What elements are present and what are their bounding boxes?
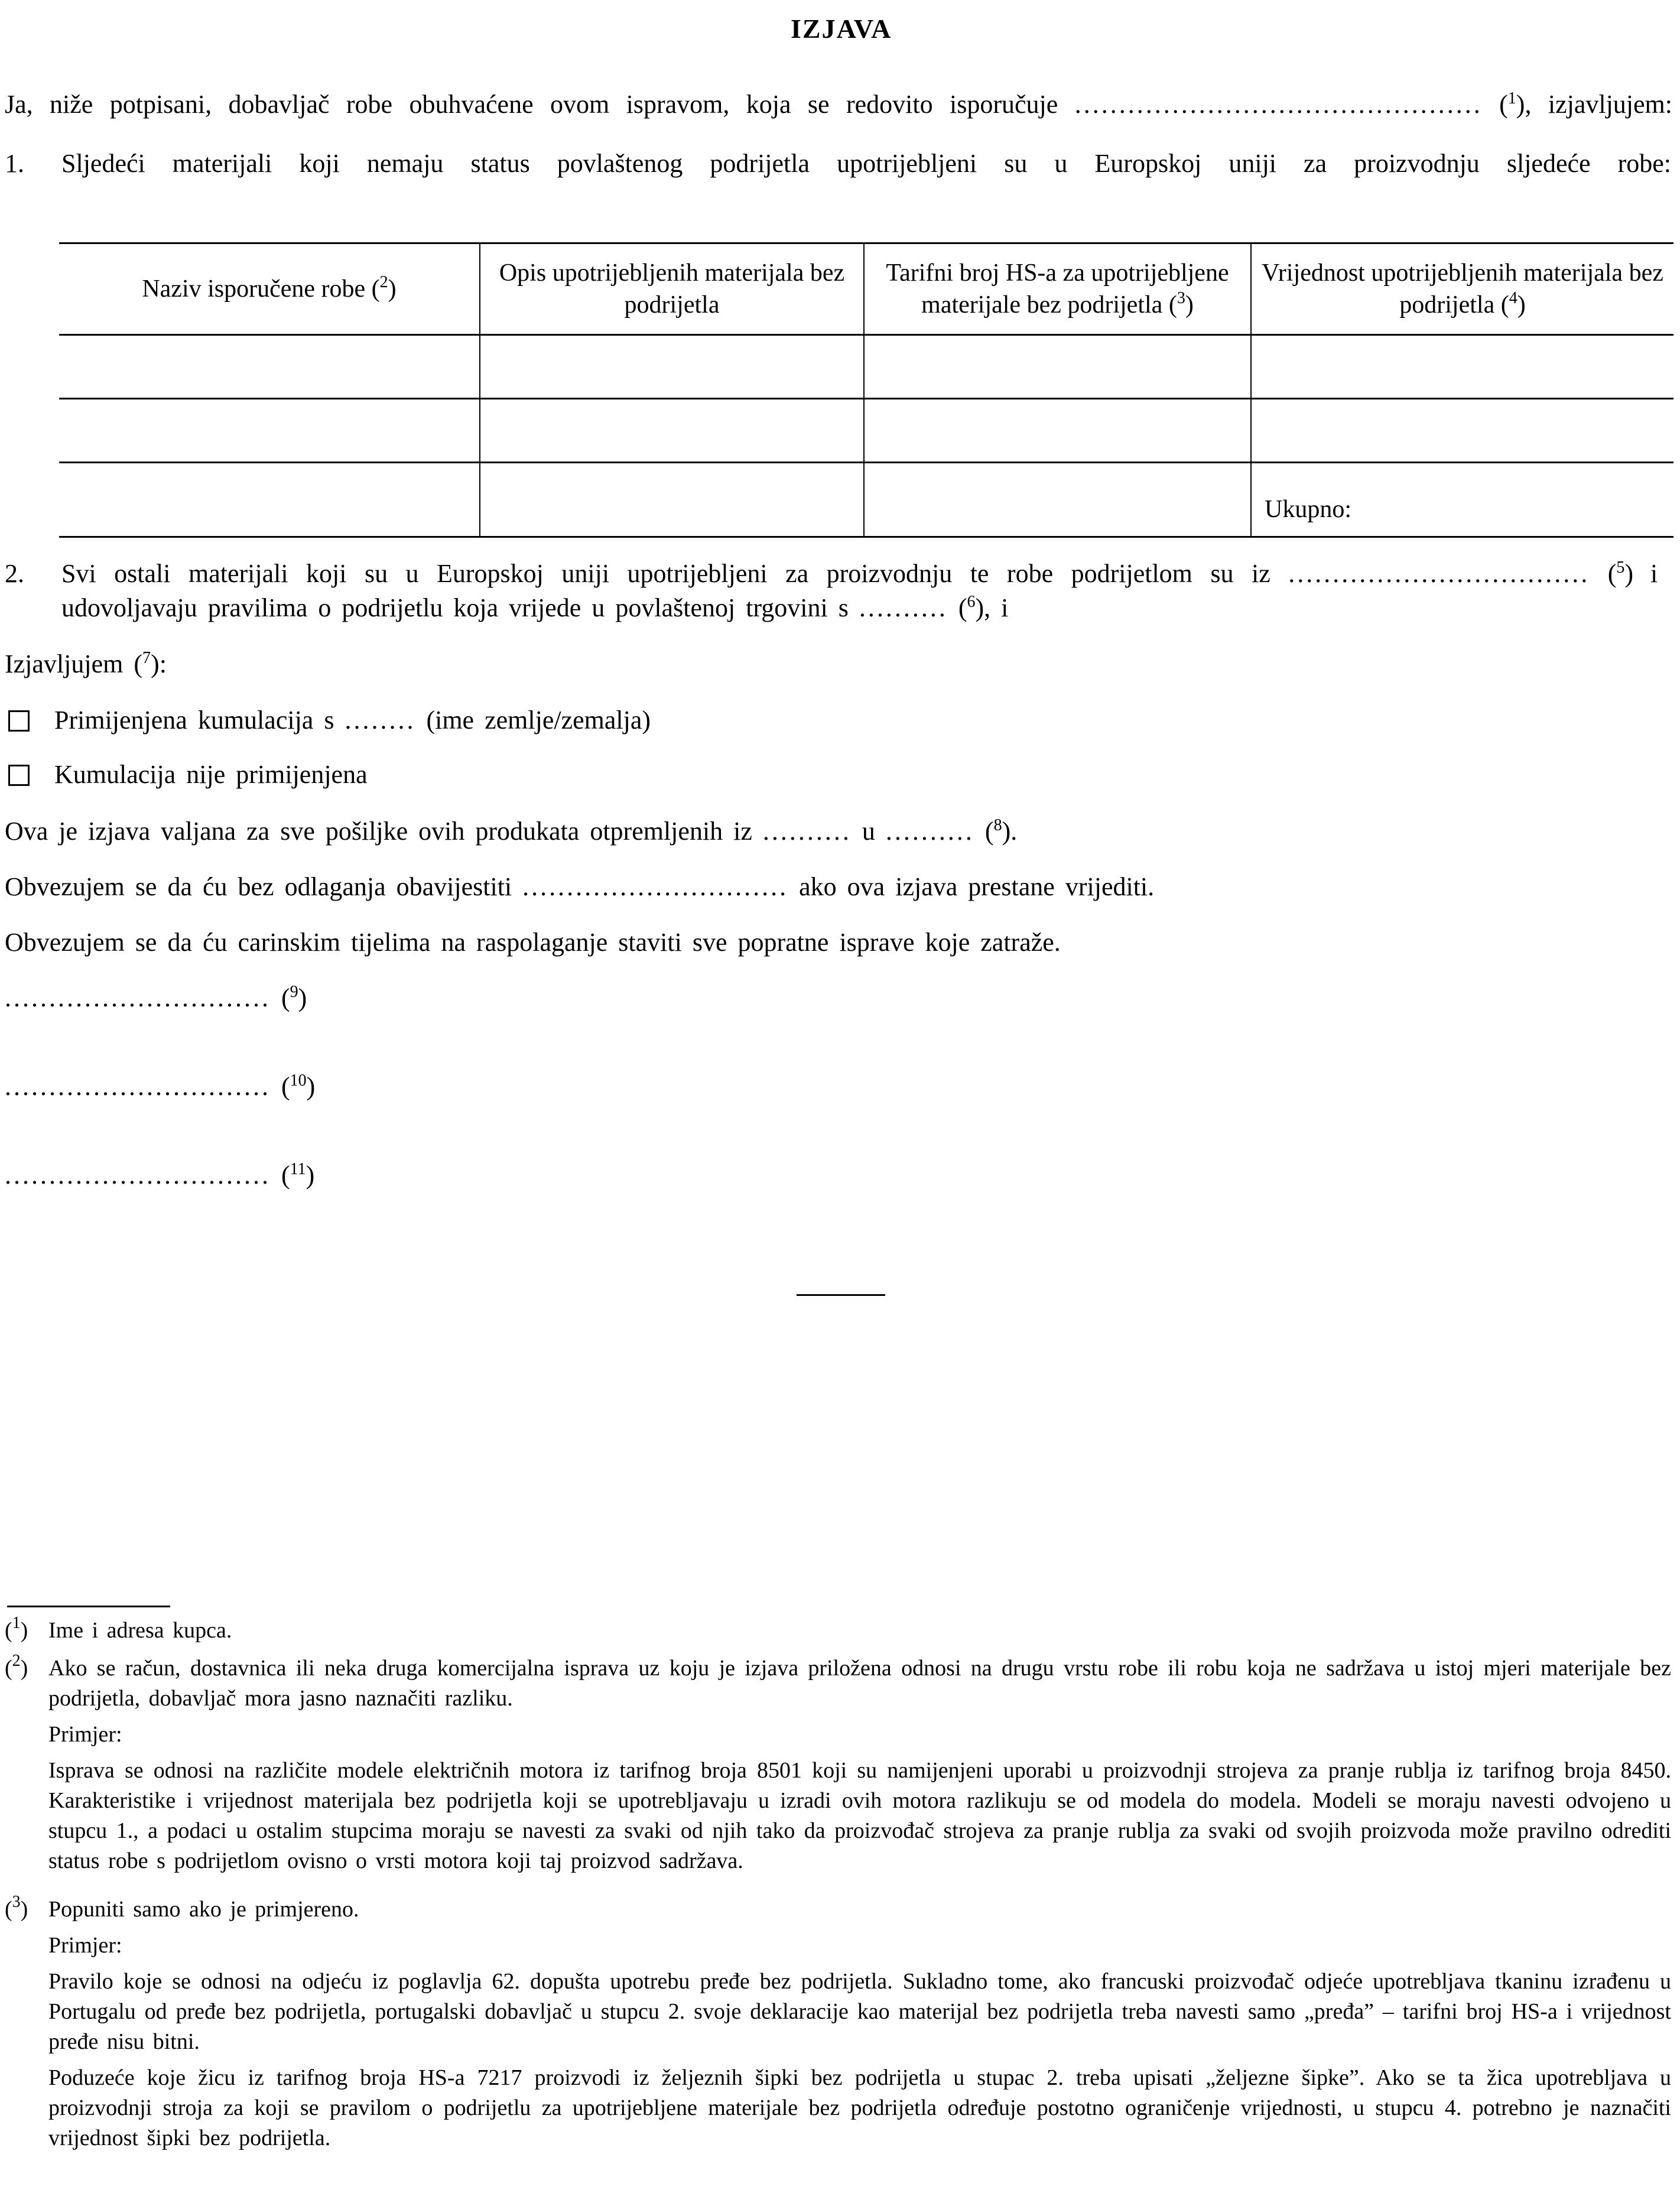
notify-line: Obvezujem se da ću bez odlaganja obavijestiti .............................. ako ova izjava prestane vrijediti. (5, 872, 1155, 901)
item-number: 2. (5, 559, 24, 588)
table-cell[interactable] (1251, 335, 1673, 399)
signature-line-place-date: .............................. ($^9$) (5, 983, 307, 1012)
footnote-ref[interactable]: 7 (142, 649, 151, 667)
signature-fill-field[interactable]: .............................. (5, 1072, 271, 1101)
total-cell[interactable] (1251, 463, 1673, 537)
cumulation-applied-option: Primijenjena kumulacija s ........ (ime zemlje/zemalja) (54, 706, 651, 735)
item-number: 1. (5, 149, 24, 178)
table-cell[interactable] (480, 335, 864, 399)
table-cell[interactable] (480, 399, 864, 463)
footnote-separator (7, 1606, 170, 1607)
footnote-1: Ime i adresa kupca. (48, 1618, 232, 1643)
table-cell[interactable] (59, 335, 480, 399)
cumulation-not-applied-checkbox[interactable] (8, 765, 30, 786)
item2-line1: Svi ostali materijali koji su u Europskoj uniji upotrijebljeni za proizvodnju te robe podrijetlom su iz .................................. ($^5$) (61, 558, 1634, 588)
column-header-materials-value: Vrijednost upotrijebljenih materijala bez podrijetla ($^4$) (1251, 243, 1673, 335)
signature-fill-field[interactable]: .............................. (5, 983, 271, 1012)
item2-line2: udovoljavaju pravilima o podrijetlu koja vrijede u povlaštenoj trgovini s .......... ($^6$), i (61, 593, 1009, 622)
section-divider (797, 1294, 885, 1296)
footnote-ref[interactable]: 1 (1507, 89, 1516, 108)
period-to-fill-field[interactable]: .......... (885, 817, 974, 846)
cumulation-applied-checkbox[interactable] (8, 710, 30, 732)
signature-line-signature: .............................. ($^{11}$) (5, 1160, 315, 1190)
buyer-fill-field[interactable]: .............................................. (1074, 90, 1483, 119)
notify-party-fill-field[interactable]: .............................. (522, 872, 789, 901)
trade-partner-fill-field[interactable]: .......... (859, 593, 948, 622)
column-header-hs-heading: Tarifni broj HS-a za upotrijebljene materijale bez podrijetla ($^3$) (864, 243, 1251, 335)
signature-line-name: .............................. ($^{10}$) (5, 1071, 316, 1101)
column-header-materials-description: Opis upotrijebljenih materijala bez podrijetla (480, 243, 864, 335)
footnote-ref[interactable]: 5 (1616, 558, 1625, 577)
footnote-ref[interactable]: 8 (993, 816, 1002, 834)
total-label: Ukupno: (1265, 496, 1351, 523)
table-cell[interactable] (59, 399, 480, 463)
footnote-marker: ($^2$) (5, 1652, 28, 1681)
declare-line: Izjavljujem ($^7$): (5, 649, 167, 678)
footnote-ref[interactable]: 10 (290, 1071, 307, 1090)
intro-line: Ja, niže potpisani, dobavljač robe obuhvaćene ovom ispravom, koja se redovito isporučuje .............................................. ($^1$), izjavljujem: (5, 89, 1672, 119)
intro-text: Ja, niže potpisani, dobavljač robe obuhvaćene ovom ispravom, koja se redovito isporučuje (5, 90, 1058, 119)
intro-tail: , izjavljujem: (1525, 90, 1672, 119)
table-row (59, 463, 1673, 537)
table-row (59, 335, 1673, 399)
table-cell[interactable] (864, 335, 1251, 399)
footnote-3: Popuniti samo ako je primjereno. Primjer: Pravilo koje se odnosi na odjeću iz poglavlja 62. dopušta upotrebu pređe bez podrijetla. Sukladno tome, ako francuski proizvođač odjeće upotrebljava tkaninu izrađenu u Portugalu od pređe bez podrijetla, portugalski dobavljač u stupcu 2. svoje deklaracije kao materijal bez podrijetla treba navesti samo „pređa” – tarifni broj HS-a i vrijednost pređe nisu bitni. Poduzeće koje žicu iz tarifnog broja HS-a 7217 proizvodi iz željeznih šipki bez podrijetla u stupac 2. treba upisati „željezne šipke”. Ako se ta žica upotrebljava u proizvodnji stroja za koji se pravilom o podrijetlu za upotrijebljene materijale bez podrijetla određuje postotno ograničenje vrijednosti, u stupcu 4. potrebno je naznačiti vrijednost šipki bez podrijetla. (48, 1897, 1671, 2150)
table-cell[interactable] (480, 463, 864, 537)
column-header-goods-name: Naziv isporučene robe ($^2$) (59, 243, 480, 335)
period-from-fill-field[interactable]: .......... (762, 817, 852, 846)
cumulation-not-applied-option: Kumulacija nije primijenjena (54, 760, 368, 789)
footnote-marker: ($^1$) (5, 1614, 28, 1643)
footnote-2: Ako se račun, dostavnica ili neka druga komercijalna isprava uz koju je izjava priložena odnosi na drugu vrstu robe ili robu koja ne sadržava u istoj mjeri materijale bez podrijetla, dobavljač mora jasno naznačiti razliku. Primjer: Isprava se odnosi na različite modele električnih motora iz tarifnog broja 8501 koji su namijenjeni uporabi u proizvodnji strojeva za pranje rublja iz tarifnog broja 8450. Karakteristike i vrijednost materijala bez podrijetla koji se upotrebljavaju u izradi ovih motora razlikuju se od modela do modela. Modeli se moraju navesti odvojeno u stupcu 1., a podaci u ostalim stupcima moraju se navesti za svaki od njih tako da proizvođač strojeva za pranje rublja za svaki od svojih proizvoda može pravilno odrediti status robe s podrijetlom ovisno o vrsti motora koji taj proizvod sadržava. (48, 1656, 1671, 1873)
item2-text: Svi ostali materijali koji su u Europskoj uniji upotrijebljeni za proizvodnju te robe podrijetlom su iz (61, 559, 1270, 588)
table-cell[interactable] (864, 463, 1251, 537)
materials-table (59, 242, 1673, 538)
document-title: IZJAVA (791, 14, 892, 44)
table-cell[interactable] (864, 399, 1251, 463)
table-row (59, 399, 1673, 463)
validity-line: Ova je izjava valjana za sve pošiljke ovih produkata otpremljenih iz .......... u .......... ($^8$). (5, 816, 1018, 846)
signature-fill-field[interactable]: .............................. (5, 1161, 271, 1190)
table-cell[interactable] (1251, 399, 1673, 463)
footnote-marker: ($^3$) (5, 1893, 28, 1922)
item2-text-cont: udovoljavaju pravilima o podrijetlu koja vrijede u povlaštenoj trgovini s (61, 593, 849, 622)
footnote-ref[interactable]: 11 (290, 1160, 306, 1178)
customs-line: Obvezujem se da ću carinskim tijelima na raspolaganje staviti sve popratne isprave koje zatraže. (5, 928, 1061, 957)
origin-fill-field[interactable]: .................................. (1288, 559, 1590, 588)
footnote-ref[interactable]: 9 (290, 983, 298, 1001)
table-cell[interactable] (59, 463, 480, 537)
footnote-ref[interactable]: 6 (967, 593, 976, 611)
item1-text: Sljedeći materijali koji nemaju status povlaštenog podrijetla upotrijebljeni su u Europskoj uniji za proizvodnju sljedeće robe: (61, 149, 1671, 178)
item2-line1-end: i (1650, 559, 1658, 588)
country-fill-field[interactable]: ........ (345, 706, 416, 735)
table-header-row (59, 243, 1673, 335)
